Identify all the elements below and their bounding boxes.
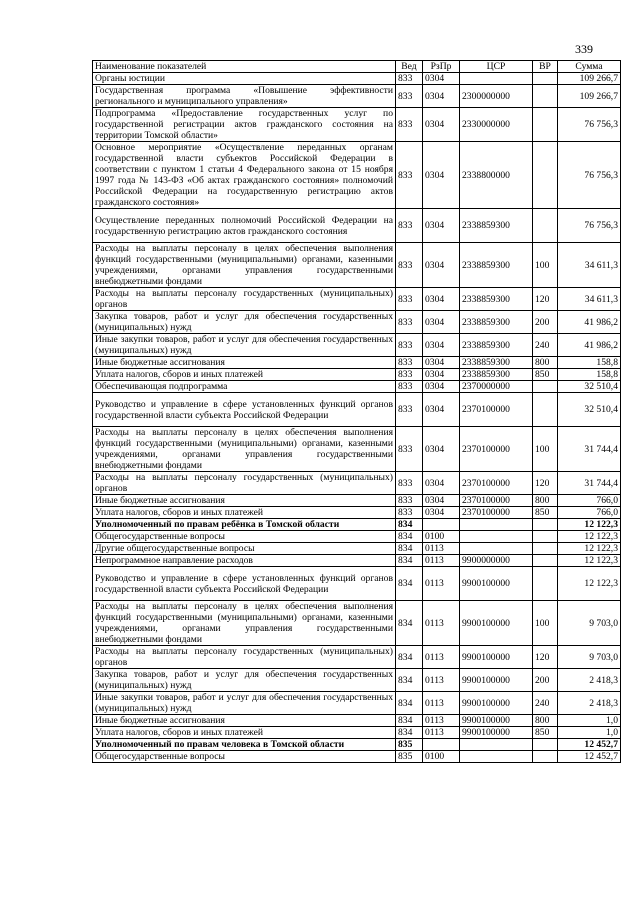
row-name: Уполномоченный по правам ребёнка в Томской области <box>93 519 396 531</box>
header-rzpr: РзПр <box>423 61 460 73</box>
row-csr: 9900100000 <box>460 601 533 646</box>
table-row <box>93 531 621 543</box>
table-row <box>93 519 621 531</box>
table-row <box>93 555 621 567</box>
row-vr: 200 <box>533 669 558 692</box>
row-csr: 2370100000 <box>460 472 533 495</box>
row-ved: 833 <box>396 472 423 495</box>
row-vr: 800 <box>533 357 558 369</box>
row-vr <box>533 555 558 567</box>
table-row <box>93 727 621 739</box>
row-vr <box>533 209 558 243</box>
row-name: Расходы на выплаты персоналу в целях обеспечения выполнения функций государственными (муниципальными) органами, казенными учреждениями, органами управления государственными внебюджетными фондами <box>93 601 396 646</box>
row-vr: 120 <box>533 288 558 311</box>
table-row <box>93 85 621 108</box>
row-vr <box>533 531 558 543</box>
row-vr: 240 <box>533 334 558 357</box>
row-rzpr: 0113 <box>423 727 460 739</box>
row-rzpr: 0304 <box>423 472 460 495</box>
table-row <box>93 472 621 495</box>
row-csr: 2370100000 <box>460 495 533 507</box>
row-ved: 833 <box>396 369 423 381</box>
row-ved: 833 <box>396 288 423 311</box>
row-name: Обеспечивающая подпрограмма <box>93 381 396 393</box>
row-csr: 9900100000 <box>460 567 533 601</box>
table-header-row <box>93 61 621 73</box>
row-sum: 2 418,3 <box>558 669 621 692</box>
row-ved: 834 <box>396 601 423 646</box>
row-csr <box>460 751 533 763</box>
row-sum: 31 744,4 <box>558 472 621 495</box>
row-vr: 100 <box>533 243 558 288</box>
row-ved: 834 <box>396 555 423 567</box>
row-ved: 833 <box>396 381 423 393</box>
row-name: Расходы на выплаты персоналу в целях обеспечения выполнения функций государственными (муниципальными) органами, казенными учреждениями, органами управления государственными внебюджетными фондами <box>93 427 396 472</box>
table-row <box>93 567 621 601</box>
row-ved: 833 <box>396 209 423 243</box>
row-vr: 800 <box>533 495 558 507</box>
table-row <box>93 669 621 692</box>
row-ved: 833 <box>396 243 423 288</box>
row-sum: 109 266,7 <box>558 73 621 85</box>
row-csr: 2330000000 <box>460 108 533 142</box>
header-sum: Сумма <box>558 61 621 73</box>
row-rzpr: 0304 <box>423 108 460 142</box>
row-rzpr: 0304 <box>423 209 460 243</box>
table-row <box>93 739 621 751</box>
row-csr: 9900100000 <box>460 646 533 669</box>
row-rzpr: 0304 <box>423 142 460 209</box>
row-vr <box>533 751 558 763</box>
row-rzpr: 0304 <box>423 357 460 369</box>
row-sum: 34 611,3 <box>558 243 621 288</box>
table-row <box>93 243 621 288</box>
row-name: Расходы на выплаты персоналу государственных (муниципальных) органов <box>93 472 396 495</box>
row-csr: 2338859300 <box>460 243 533 288</box>
row-name: Основное мероприятие «Осуществление переданных органам государственной власти субъектов Российской Федерации в соответствии с пунктом 1 статьи 4 Федерального закона от 15 ноября 1997 года № 143-ФЗ «Об актах гражданского состояния» полномочий Российской Федерации на государственную регистрацию актов гражданского состояния» <box>93 142 396 209</box>
table-body <box>93 61 621 763</box>
row-vr <box>533 739 558 751</box>
table-row <box>93 601 621 646</box>
row-name: Иные закупки товаров, работ и услуг для обеспечения государственных (муниципальных) нужд <box>93 334 396 357</box>
row-csr: 2338859300 <box>460 209 533 243</box>
row-ved: 833 <box>396 85 423 108</box>
table-row <box>93 692 621 715</box>
row-sum: 31 744,4 <box>558 427 621 472</box>
row-csr: 2338800000 <box>460 142 533 209</box>
row-rzpr: 0113 <box>423 692 460 715</box>
table-row <box>93 73 621 85</box>
row-rzpr: 0100 <box>423 531 460 543</box>
row-rzpr <box>423 739 460 751</box>
row-rzpr: 0304 <box>423 427 460 472</box>
table-row <box>93 288 621 311</box>
row-name: Подпрограмма «Предоставление государственных услуг по государственной регистрации актов гражданского состояния на территории Томской области» <box>93 108 396 142</box>
row-name: Закупка товаров, работ и услуг для обеспечения государственных (муниципальных) нужд <box>93 311 396 334</box>
row-vr <box>533 567 558 601</box>
row-sum: 12 452,7 <box>558 751 621 763</box>
row-vr <box>533 543 558 555</box>
row-sum: 32 510,4 <box>558 381 621 393</box>
row-vr <box>533 393 558 427</box>
row-ved: 833 <box>396 334 423 357</box>
row-rzpr: 0304 <box>423 334 460 357</box>
row-csr: 9900000000 <box>460 555 533 567</box>
row-ved: 834 <box>396 531 423 543</box>
row-rzpr: 0113 <box>423 543 460 555</box>
row-name: Уплата налогов, сборов и иных платежей <box>93 727 396 739</box>
row-csr: 2338859300 <box>460 334 533 357</box>
row-name: Расходы на выплаты персоналу государственных (муниципальных) органов <box>93 288 396 311</box>
table-row <box>93 209 621 243</box>
table-row <box>93 543 621 555</box>
row-name: Органы юстиции <box>93 73 396 85</box>
row-rzpr: 0304 <box>423 495 460 507</box>
row-ved: 834 <box>396 727 423 739</box>
row-sum: 12 122,3 <box>558 555 621 567</box>
row-rzpr: 0113 <box>423 601 460 646</box>
row-name: Другие общегосударственные вопросы <box>93 543 396 555</box>
row-sum: 766,0 <box>558 507 621 519</box>
table-row <box>93 334 621 357</box>
row-sum: 41 986,2 <box>558 311 621 334</box>
row-rzpr: 0113 <box>423 567 460 601</box>
row-sum: 76 756,3 <box>558 142 621 209</box>
row-ved: 834 <box>396 567 423 601</box>
table-row <box>93 751 621 763</box>
row-ved: 834 <box>396 519 423 531</box>
table-row <box>93 142 621 209</box>
row-rzpr: 0304 <box>423 393 460 427</box>
row-vr: 850 <box>533 369 558 381</box>
row-vr: 100 <box>533 601 558 646</box>
row-csr <box>460 73 533 85</box>
row-vr <box>533 381 558 393</box>
row-csr: 2370100000 <box>460 393 533 427</box>
row-vr: 240 <box>533 692 558 715</box>
row-csr: 9900100000 <box>460 715 533 727</box>
row-name: Непрограммное направление расходов <box>93 555 396 567</box>
row-rzpr: 0304 <box>423 369 460 381</box>
header-ved: Вед <box>396 61 423 73</box>
row-name: Уполномоченный по правам человека в Томской области <box>93 739 396 751</box>
table-row <box>93 381 621 393</box>
row-sum: 32 510,4 <box>558 393 621 427</box>
table-row <box>93 507 621 519</box>
row-ved: 833 <box>396 393 423 427</box>
row-csr: 9900100000 <box>460 692 533 715</box>
row-name: Общегосударственные вопросы <box>93 531 396 543</box>
row-sum: 76 756,3 <box>558 209 621 243</box>
row-sum: 2 418,3 <box>558 692 621 715</box>
row-name: Иные бюджетные ассигнования <box>93 715 396 727</box>
row-sum: 12 452,7 <box>558 739 621 751</box>
row-rzpr: 0304 <box>423 288 460 311</box>
row-rzpr: 0304 <box>423 311 460 334</box>
row-name: Общегосударственные вопросы <box>93 751 396 763</box>
row-sum: 158,8 <box>558 357 621 369</box>
row-vr: 800 <box>533 715 558 727</box>
row-rzpr: 0304 <box>423 73 460 85</box>
row-rzpr <box>423 519 460 531</box>
row-sum: 41 986,2 <box>558 334 621 357</box>
row-csr: 2338859300 <box>460 369 533 381</box>
table-row <box>93 311 621 334</box>
row-vr: 850 <box>533 507 558 519</box>
row-ved: 834 <box>396 646 423 669</box>
row-ved: 834 <box>396 692 423 715</box>
row-rzpr: 0113 <box>423 646 460 669</box>
row-sum: 34 611,3 <box>558 288 621 311</box>
row-ved: 833 <box>396 311 423 334</box>
row-ved: 833 <box>396 495 423 507</box>
table-row <box>93 108 621 142</box>
table-row <box>93 715 621 727</box>
row-vr: 200 <box>533 311 558 334</box>
row-name: Закупка товаров, работ и услуг для обеспечения государственных (муниципальных) нужд <box>93 669 396 692</box>
table-row <box>93 393 621 427</box>
row-vr: 120 <box>533 472 558 495</box>
row-ved: 835 <box>396 739 423 751</box>
row-csr <box>460 519 533 531</box>
row-name: Расходы на выплаты персоналу государственных (муниципальных) органов <box>93 646 396 669</box>
row-csr: 9900100000 <box>460 727 533 739</box>
row-csr: 2370100000 <box>460 427 533 472</box>
row-vr: 120 <box>533 646 558 669</box>
row-ved: 833 <box>396 73 423 85</box>
row-sum: 1,0 <box>558 727 621 739</box>
row-ved: 834 <box>396 715 423 727</box>
header-vr: ВР <box>533 61 558 73</box>
row-vr <box>533 108 558 142</box>
row-name: Руководство и управление в сфере установленных функций органов государственной власти субъекта Российской Федерации <box>93 567 396 601</box>
row-sum: 9 703,0 <box>558 601 621 646</box>
row-name: Руководство и управление в сфере установленных функций органов государственной власти субъекта Российской Федерации <box>93 393 396 427</box>
row-csr: 2338859300 <box>460 311 533 334</box>
row-sum: 9 703,0 <box>558 646 621 669</box>
row-sum: 12 122,3 <box>558 567 621 601</box>
row-ved: 833 <box>396 357 423 369</box>
row-ved: 833 <box>396 142 423 209</box>
row-rzpr: 0113 <box>423 669 460 692</box>
header-name: Наименование показателей <box>93 61 396 73</box>
row-vr: 850 <box>533 727 558 739</box>
row-name: Уплата налогов, сборов и иных платежей <box>93 369 396 381</box>
row-sum: 12 122,3 <box>558 531 621 543</box>
row-sum: 109 266,7 <box>558 85 621 108</box>
row-name: Иные бюджетные ассигнования <box>93 495 396 507</box>
table-row <box>93 369 621 381</box>
row-ved: 834 <box>396 543 423 555</box>
row-sum: 1,0 <box>558 715 621 727</box>
row-name: Иные бюджетные ассигнования <box>93 357 396 369</box>
row-rzpr: 0113 <box>423 555 460 567</box>
row-rzpr: 0113 <box>423 715 460 727</box>
row-csr: 2300000000 <box>460 85 533 108</box>
row-sum: 12 122,3 <box>558 543 621 555</box>
row-vr <box>533 519 558 531</box>
row-vr: 100 <box>533 427 558 472</box>
budget-table <box>92 60 621 763</box>
row-csr: 2370000000 <box>460 381 533 393</box>
row-csr <box>460 543 533 555</box>
row-ved: 835 <box>396 751 423 763</box>
row-rzpr: 0304 <box>423 243 460 288</box>
row-rzpr: 0304 <box>423 507 460 519</box>
row-sum: 12 122,3 <box>558 519 621 531</box>
row-rzpr: 0304 <box>423 381 460 393</box>
row-name: Государственная программа «Повышение эффективности регионального и муниципального управления» <box>93 85 396 108</box>
row-vr <box>533 73 558 85</box>
row-name: Иные закупки товаров, работ и услуг для обеспечения государственных (муниципальных) нужд <box>93 692 396 715</box>
row-csr <box>460 739 533 751</box>
row-name: Расходы на выплаты персоналу в целях обеспечения выполнения функций государственными (муниципальными) органами, казенными учреждениями, органами управления государственными внебюджетными фондами <box>93 243 396 288</box>
row-name: Осуществление переданных полномочий Российской Федерации на государственную регистрацию актов гражданского состояния <box>93 209 396 243</box>
row-csr: 2338859300 <box>460 288 533 311</box>
row-csr: 9900100000 <box>460 669 533 692</box>
row-csr <box>460 531 533 543</box>
table-row <box>93 357 621 369</box>
row-sum: 158,8 <box>558 369 621 381</box>
row-vr <box>533 85 558 108</box>
header-csr: ЦСР <box>460 61 533 73</box>
table-row <box>93 646 621 669</box>
row-ved: 833 <box>396 108 423 142</box>
row-sum: 766,0 <box>558 495 621 507</box>
row-ved: 833 <box>396 427 423 472</box>
row-ved: 833 <box>396 507 423 519</box>
row-vr <box>533 142 558 209</box>
table-row <box>93 427 621 472</box>
row-rzpr: 0304 <box>423 85 460 108</box>
row-rzpr: 0100 <box>423 751 460 763</box>
row-csr: 2338859300 <box>460 357 533 369</box>
table-row <box>93 495 621 507</box>
row-sum: 76 756,3 <box>558 108 621 142</box>
row-csr: 2370100000 <box>460 507 533 519</box>
row-ved: 834 <box>396 669 423 692</box>
page-number: 339 <box>575 42 593 56</box>
row-name: Уплата налогов, сборов и иных платежей <box>93 507 396 519</box>
